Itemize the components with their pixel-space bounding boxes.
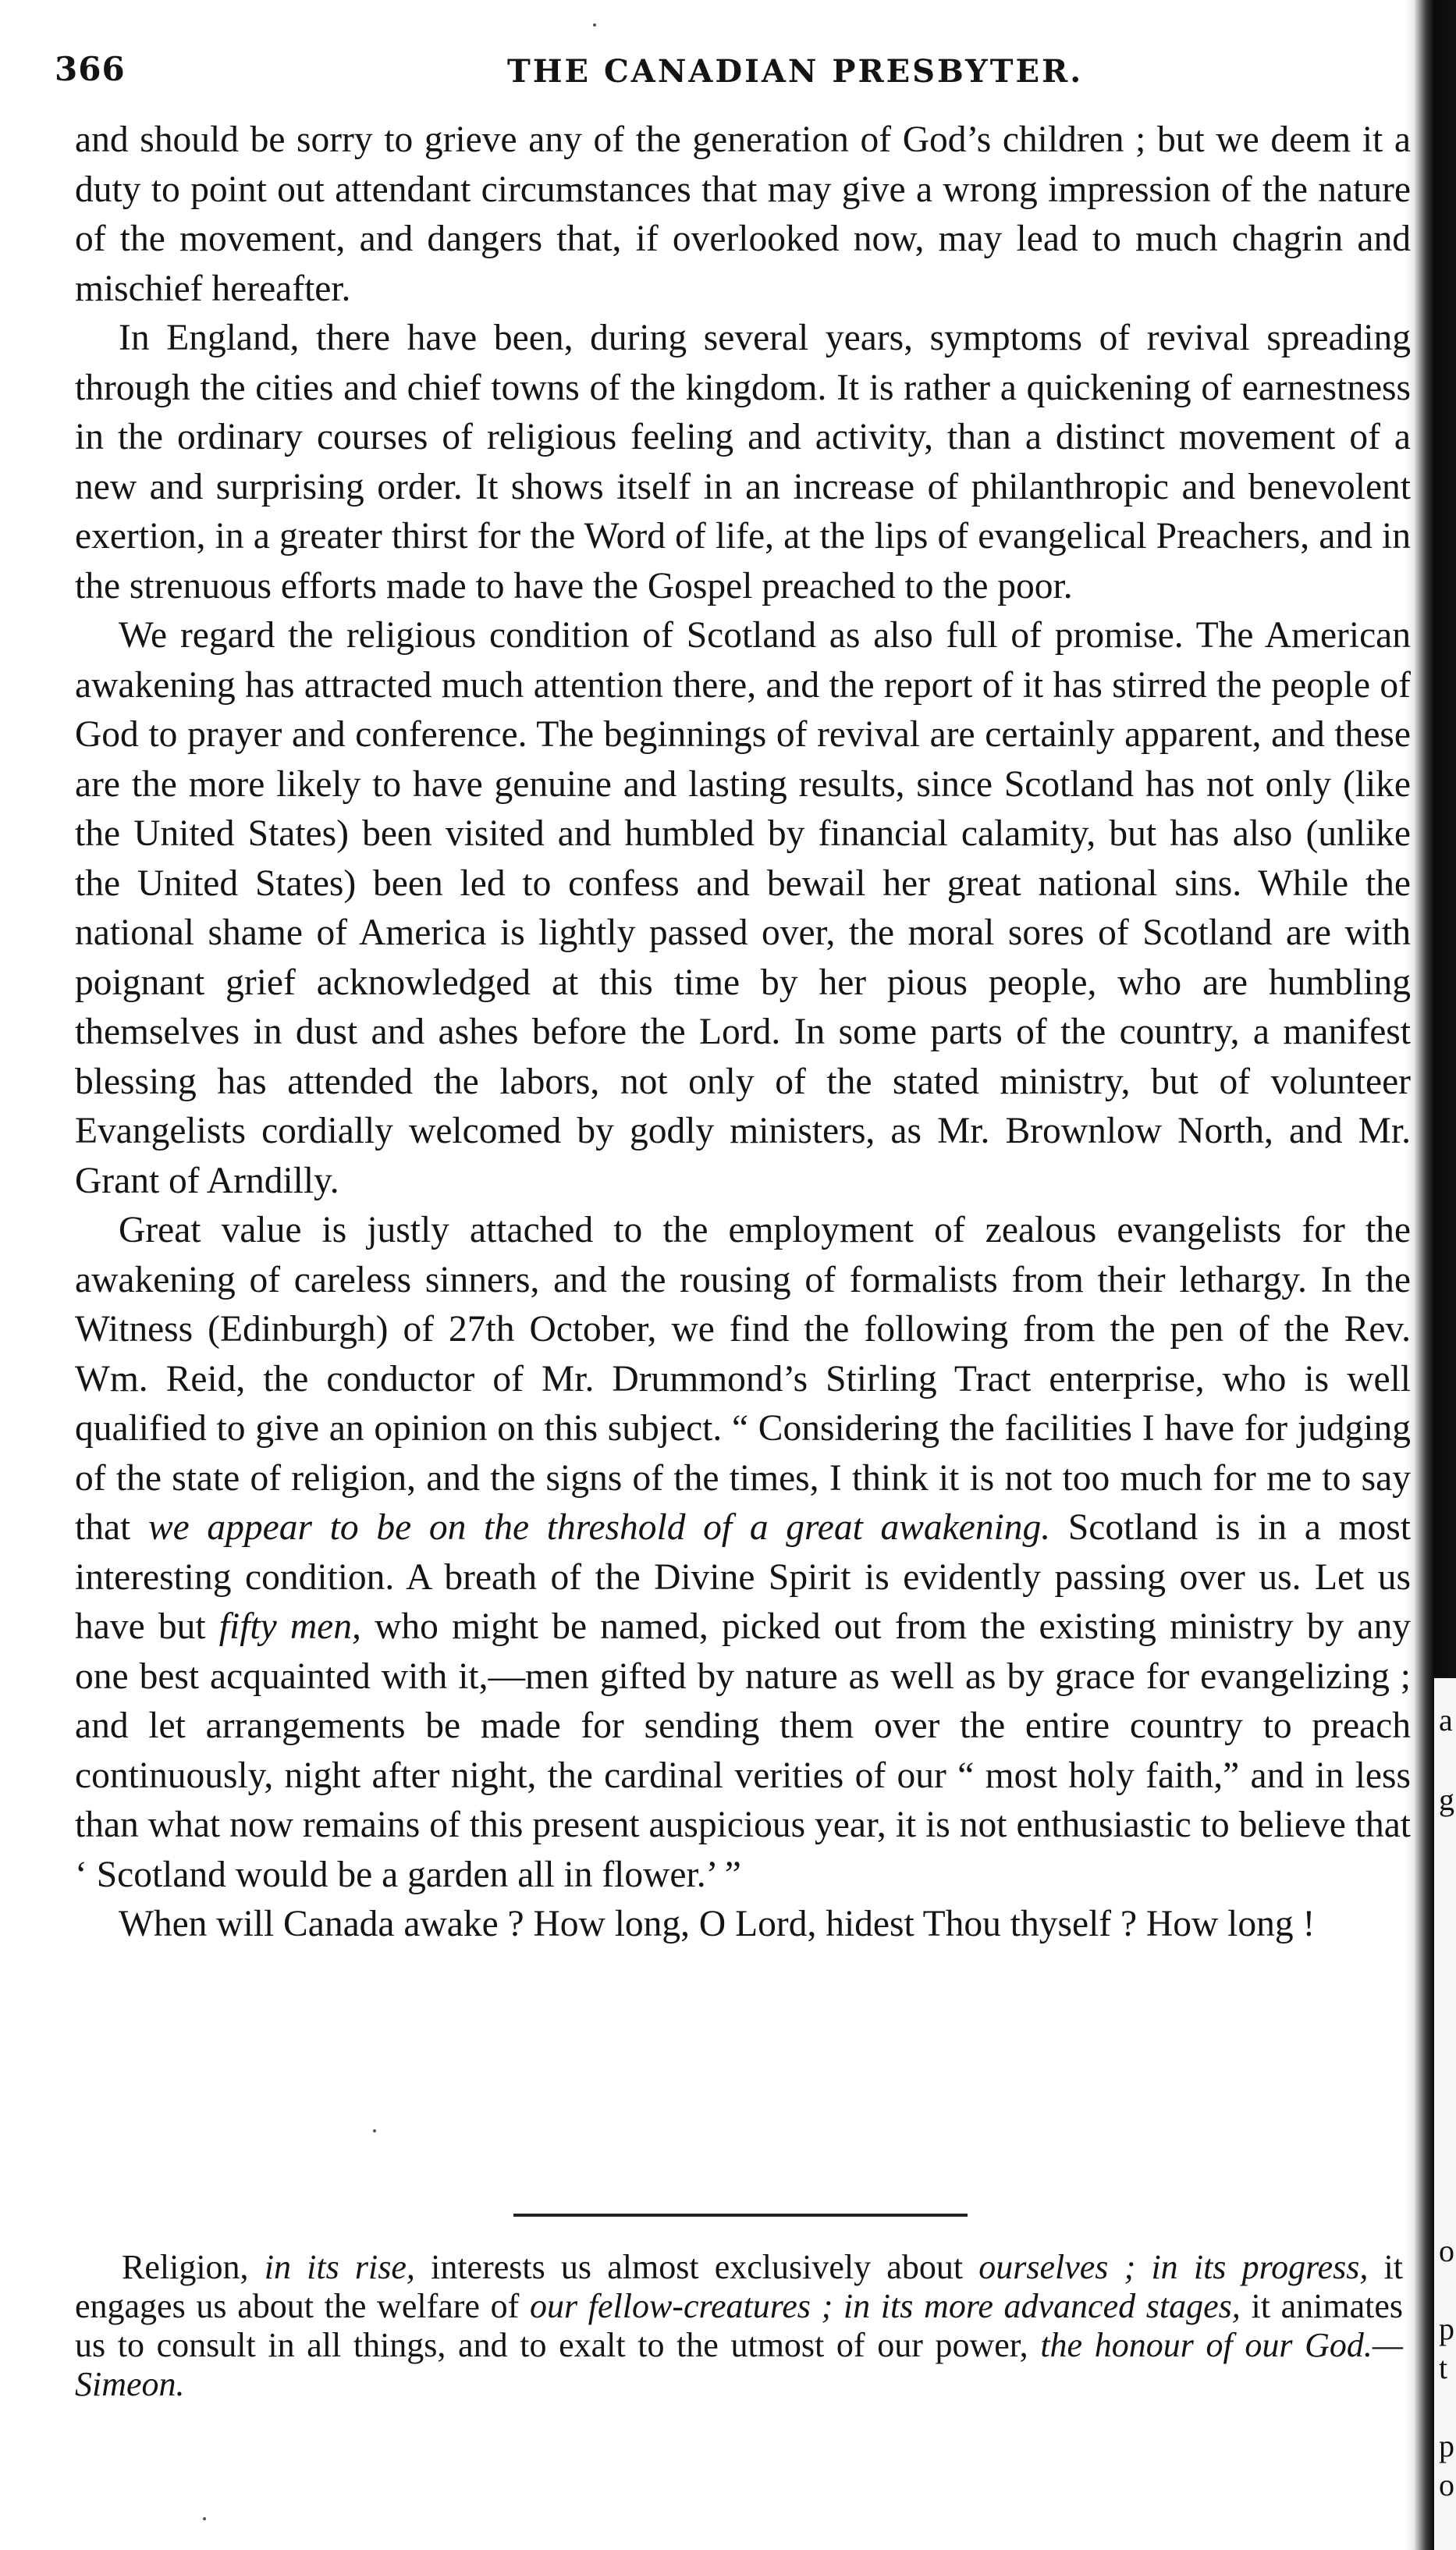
paragraph: In England, there have been, during several years, symptoms of revival spreading through the cities and chief towns of the kingdom. It is rather a quickening of earnestness in the ordinary courses of religious feeling and activity, than a distinct movement of a new and surprising order. It shows itself in an increase of philanthropic and benevolent exertion, in a greater thirst for the Word of life, at the lips of evangelical Preachers, and in the strenuous efforts made to have the Gospel preached to the poor. (75, 318, 1411, 606)
paragraph-quotation (75, 1206, 1411, 1900)
text-run: Religion, (122, 2248, 265, 2286)
section-rule (513, 2214, 968, 2217)
facing-page-letter: t (1439, 2350, 1448, 2385)
page-number: 366 (55, 50, 126, 88)
text-run: Scotland is in a most interesting condition. A breath of the Divine Spirit is evidently passing over us. Let us have but (75, 1507, 1411, 1647)
text-run: it animates us to consult in all things, and to exalt to the utmost of our power, (75, 2287, 1404, 2364)
running-title: THE CANADIAN PRESBYTER. (507, 53, 1084, 90)
paragraph: We regard the religious condition of Scotland as also full of promise. The American awakening has attracted much attention there, and the report of it has stirred the people of God to prayer and conference. The beginnings of revival are certainly apparent, and these are the more likely to have genuine and lasting results, since Scotland has not only (like the United States) been visited and humbled by financial calamity, but has also (unlike the United States) been led to confess and bewail her great national sins. While the national shame of America is lightly passed over, the moral sores of Scotland are with poignant grief acknowledged at this time by her pious people, who are humbling themselves in dust and ashes before the Lord. In some parts of the country, a manifest blessing has attended the labors, not only of the stated ministry, but of volunteer Evangelists cordially welcomed by godly ministers, as Mr. Brownlow North, and Mr. Grant of Arndilly. (75, 615, 1411, 1201)
print-speck (593, 23, 596, 27)
italic-run: ourselves ; in its progress, (978, 2248, 1369, 2286)
text-run: interests us almost exclusively about (414, 2248, 979, 2286)
italic-run: we appear to be on the threshold of a great awakening. (147, 1507, 1051, 1548)
text-run: who might be named, picked out from the existing ministry by any one best acquainted with it,—men gifted by nature as well as by grace for evangelizing ; and let arrangements be made for sending them over the entire country to preach continuously, night after night, the cardinal verities of our “ most holy faith,” and in less than what now remains of this present auspicious year, it is not enthusiastic to believe that ‘ Scotland would be a garden all in flower.’ ” (75, 1606, 1411, 1895)
italic-run: the honour of our God.—Simeon. (75, 2326, 1404, 2403)
paragraph: When will Canada awake ? How long, O Lord, hidest Thou thyself ? How long ! (119, 1904, 1316, 1944)
italic-run: fifty men, (218, 1606, 361, 1647)
text-run: it engages us about the welfare of (75, 2248, 1404, 2325)
facing-page-letter: p (1439, 2428, 1454, 2463)
print-speck (203, 2517, 206, 2520)
facing-page-letter: p (1439, 2311, 1454, 2346)
text-run: Great value is justly attached to the employment of zealous evangelists for the awakening of careless sinners, and the rousing of formalists from their lethargy. In the Witness (Edinburgh) of 27th October, we find the following from the pen of the Rev. Wm. Reid, the conductor of Mr. Drummond’s Stirling Tract enterprise, who is well qualified to give an opinion on this subject. “ Considering the facilities I have for judging of the state of religion, and the signs of the times, I think it is not too much for me to say that (75, 1210, 1411, 1548)
closing-epigraph (75, 2248, 1403, 2404)
italic-run: in its rise, (264, 2248, 415, 2286)
facing-page-letter: o (1439, 2467, 1454, 2502)
print-speck (373, 2129, 376, 2132)
paragraph: and should be sorry to grieve any of the generation of God’s children ; but we deem it a duty to point out attendant circumstances that may give a wrong impression of the nature of the movement, and dangers that, if overlooked now, may lead to much chagrin and mischief hereafter. (75, 119, 1411, 309)
facing-page-letter: g (1439, 1782, 1454, 1817)
facing-page-letter: a (1439, 1702, 1453, 1737)
facing-page-letter: o (1439, 2233, 1454, 2268)
article-body (75, 116, 1411, 1950)
italic-run: our fellow-creatures ; in its more advanced stages, (529, 2287, 1241, 2325)
